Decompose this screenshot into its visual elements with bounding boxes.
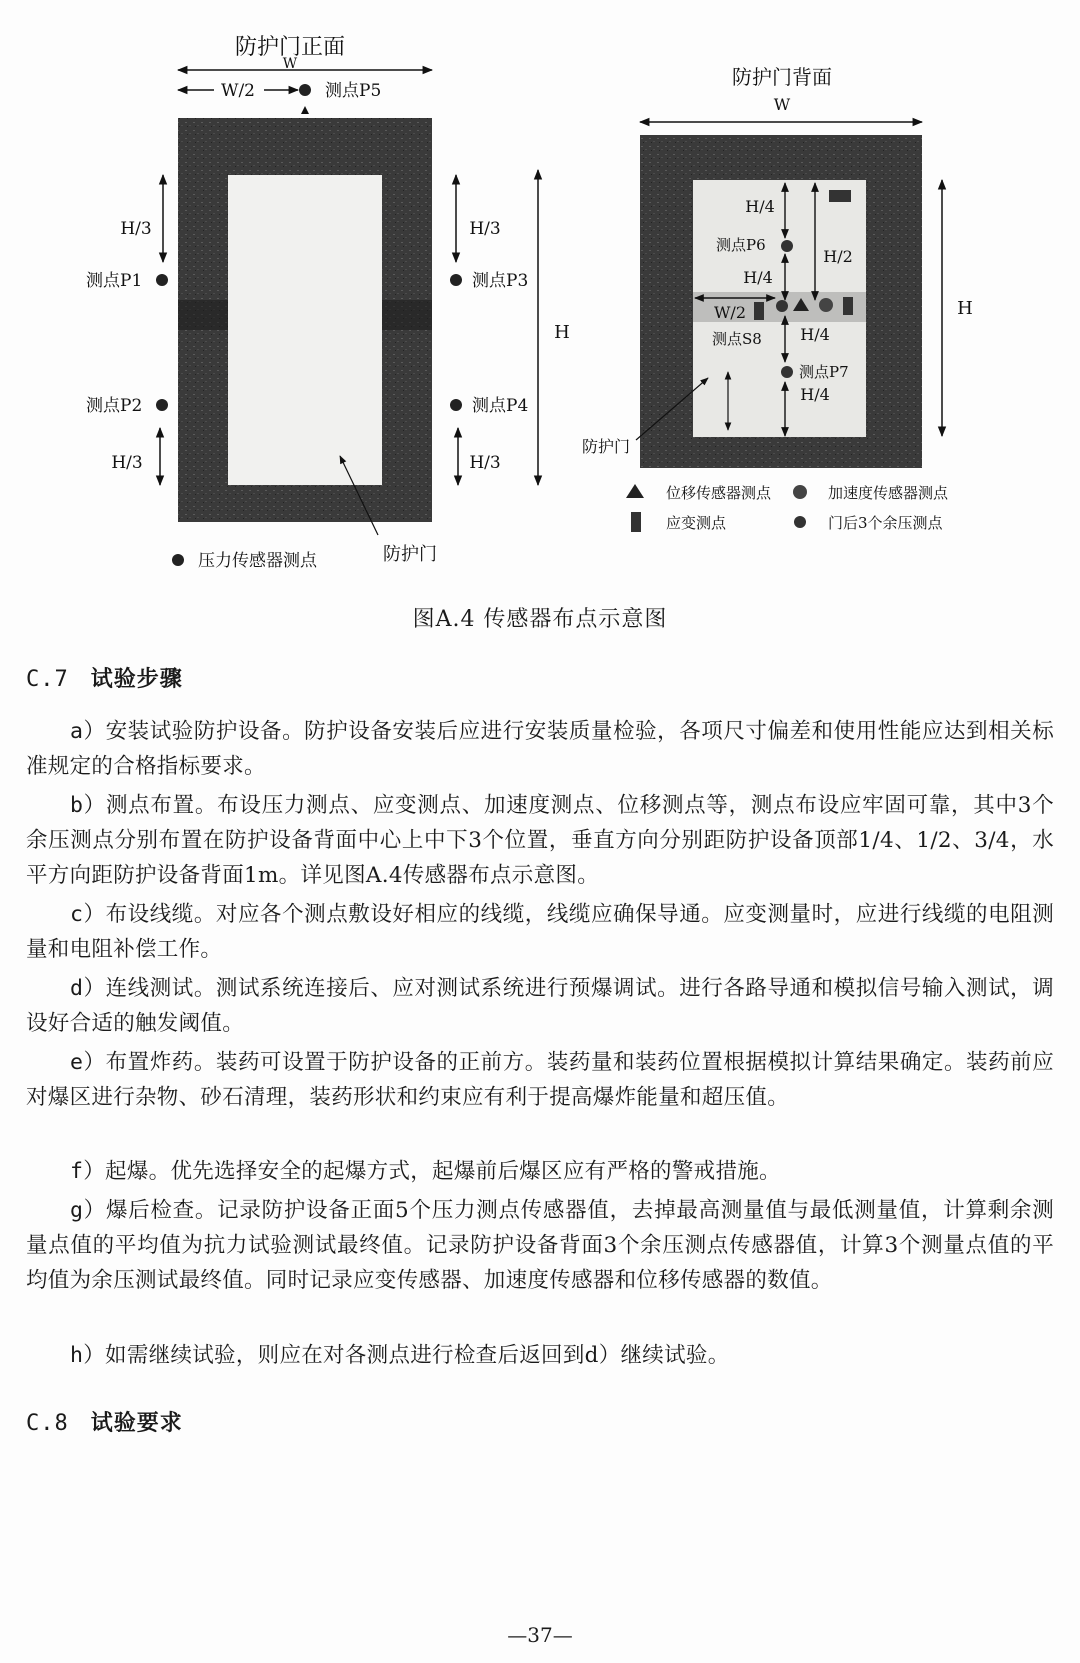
back-upper-label: H/4 — [745, 197, 775, 216]
step-b — [26, 788, 1054, 893]
front-legend-pressure: 压力传感器测点 — [198, 551, 317, 571]
pressure-sensor-icon — [450, 274, 462, 286]
step-e-text: 布置炸药。装药可设置于防护设备的正前方。装药量和装药位置根据模拟计算结果确定。装药前应对爆区进行杂物、砂石清理，装药形状和约束应有利于提高爆炸能量和超压值。 — [26, 1050, 1055, 1110]
back-legend-strain: 应变测点 — [666, 514, 727, 532]
residual-pressure-icon — [781, 240, 793, 252]
displacement-sensor-icon — [626, 484, 644, 498]
step-c-label: c） — [70, 902, 106, 927]
front-left-upper-label: H/3 — [120, 219, 152, 239]
section-c7-title: 试验步骤 — [90, 666, 183, 692]
step-d — [26, 971, 1054, 1041]
section-c7-number: C.7 — [26, 667, 69, 692]
front-p1-label: 测点P1 — [86, 271, 143, 291]
step-g-label: g） — [70, 1198, 106, 1223]
strain-gauge-icon — [843, 297, 853, 315]
pressure-sensor-icon — [156, 274, 168, 286]
step-b-label: b） — [70, 793, 106, 818]
figure-caption: 图A.4 传感器布点示意图 — [412, 607, 668, 632]
front-p3-label: 测点P3 — [472, 271, 529, 291]
step-f — [26, 1154, 1054, 1189]
back-mid-label: H/4 — [743, 268, 773, 287]
back-legend-acceleration: 加速度传感器测点 — [828, 484, 949, 502]
pressure-sensor-legend-icon — [172, 554, 184, 566]
strain-gauge-icon — [829, 190, 851, 202]
strain-gauge-icon — [754, 302, 764, 320]
pressure-sensor-icon — [450, 399, 462, 411]
step-e-label: e） — [70, 1050, 106, 1075]
step-f-text: 起爆。优先选择安全的起爆方式，起爆前后爆区应有严格的警戒措施。 — [105, 1159, 781, 1184]
step-e — [26, 1045, 1054, 1115]
back-legend-displacement: 位移传感器测点 — [666, 484, 772, 502]
step-a-label: a） — [70, 719, 106, 744]
back-height-label: H — [957, 298, 973, 319]
step-g-text: 爆后检查。记录防护设备正面5个压力测点传感器值，去掉最高测量值与最低测量值，计算剩余测量点值的平均值为抗力试验测试最终值。记录防护设备背面3个余压测点传感器值，计算3个测量点值的平均值为余压测试最终值。同时记录应变传感器、加速度传感器和位移传感器的数值。 — [26, 1198, 1054, 1293]
step-h-label: h） — [70, 1343, 106, 1368]
front-width-label: W — [282, 56, 298, 72]
back-lower-label-a: H/4 — [800, 325, 830, 344]
arrow-up-icon — [301, 106, 309, 114]
step-f-label: f） — [70, 1159, 106, 1184]
section-c8-title: 试验要求 — [90, 1410, 183, 1436]
pressure-sensor-icon — [299, 84, 311, 96]
step-b-text: 测点布置。布设压力测点、应变测点、加速度测点、位移测点等，测点布设应牢固可靠，其中3个余压测点分别布置在防护设备背面中心上中下3个位置，垂直方向分别距防护设备顶部1/4、1/2、3/4，水平方向距防护设备背面1m。详见图A.4传感器布点示意图。 — [26, 793, 1054, 888]
back-width-label: W — [773, 95, 791, 114]
front-door-panel — [228, 175, 382, 485]
front-door-label: 防护门 — [383, 544, 437, 565]
step-c — [26, 897, 1054, 967]
step-d-text: 连线测试。测试系统连接后、应对测试系统进行预爆调试。进行各路导通和模拟信号输入测试，调设好合适的触发阈值。 — [26, 976, 1055, 1036]
residual-pressure-icon — [776, 300, 788, 312]
back-p7-label: 测点P7 — [799, 363, 849, 381]
back-legend-residual: 门后3个余压测点 — [828, 514, 943, 532]
acceleration-sensor-icon — [793, 485, 807, 499]
residual-pressure-icon — [781, 366, 793, 378]
residual-pressure-icon — [794, 516, 806, 528]
front-right-lower-label: H/3 — [469, 453, 501, 473]
pressure-sensor-icon — [156, 399, 168, 411]
page-number: —37— — [507, 1623, 573, 1647]
back-p6-label: 测点P6 — [716, 236, 766, 254]
front-right-upper-label: H/3 — [469, 219, 501, 239]
front-left-lower-label: H/3 — [111, 453, 143, 473]
step-c-text: 布设线缆。对应各个测点敷设好相应的线缆，线缆应确保导通。应变测量时，应进行线缆的电阻测量和电阻补偿工作。 — [26, 902, 1055, 962]
step-h — [26, 1338, 1054, 1373]
strain-gauge-icon — [631, 512, 641, 532]
front-p5-label: 测点P5 — [325, 81, 382, 101]
back-door-label: 防护门 — [582, 437, 631, 456]
step-g — [26, 1193, 1054, 1298]
back-half-width-label: W/2 — [713, 303, 747, 322]
acceleration-sensor-icon — [819, 298, 833, 312]
back-s8-label: 测点S8 — [712, 330, 762, 348]
step-a-text: 安装试验防护设备。防护设备安装后应进行安装质量检验，各项尺寸偏差和使用性能应达到相关标准规定的合格指标要求。 — [26, 719, 1055, 779]
section-c8-number: C.8 — [26, 1411, 69, 1436]
front-half-width-label: W/2 — [220, 81, 256, 101]
back-lower-label-b: H/4 — [800, 385, 830, 404]
step-h-text: 如需继续试验，则应在对各测点进行检查后返回到d）继续试验。 — [105, 1343, 730, 1368]
step-d-label: d） — [70, 976, 106, 1001]
front-height-label: H — [554, 322, 570, 343]
sensor-layout-figure — [0, 0, 1080, 660]
step-a — [26, 714, 1054, 784]
back-title: 防护门背面 — [732, 65, 832, 89]
back-half-label: H/2 — [823, 247, 853, 266]
front-title: 防护门正面 — [234, 35, 346, 60]
section-c8-heading — [26, 1406, 183, 1437]
front-p4-label: 测点P4 — [472, 396, 529, 416]
front-p2-label: 测点P2 — [86, 396, 143, 416]
section-c7-heading — [26, 662, 183, 693]
